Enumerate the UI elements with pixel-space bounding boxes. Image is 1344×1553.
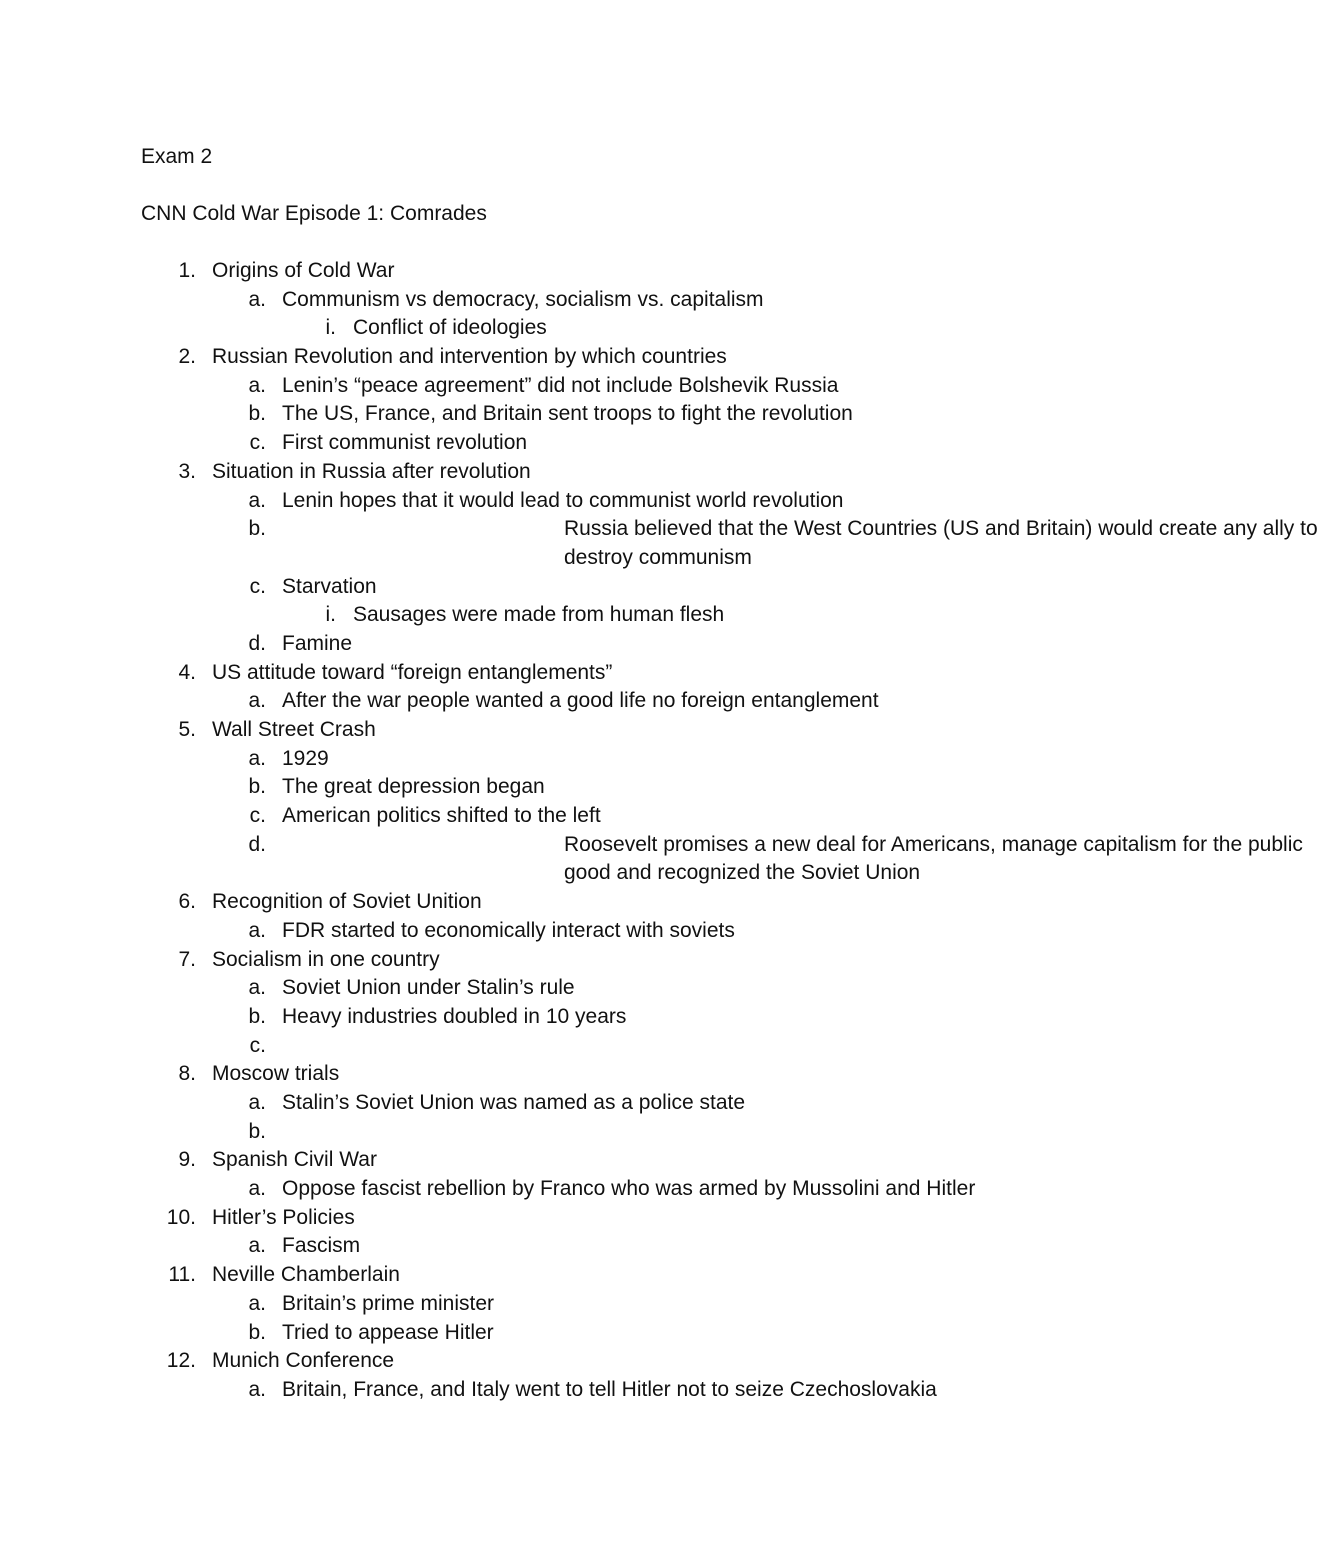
outline-item-level-2 bbox=[0, 630, 1200, 659]
outline-marker: 3. bbox=[178, 459, 196, 483]
outline-marker: b. bbox=[248, 1320, 266, 1344]
outline-text: Communism vs democracy, socialism vs. capitalism bbox=[282, 287, 764, 311]
outline-marker: a. bbox=[248, 746, 266, 770]
outline-item-level-2 bbox=[0, 1032, 1200, 1061]
outline-text: Moscow trials bbox=[212, 1062, 340, 1086]
outline-item-level-2 bbox=[0, 1232, 1200, 1261]
outline-item-level-2 bbox=[0, 1290, 1200, 1319]
outline-item-level-2 bbox=[0, 773, 1200, 802]
outline-marker: 5. bbox=[178, 718, 196, 742]
outline-marker: d. bbox=[248, 832, 266, 856]
outline-marker: a. bbox=[248, 373, 266, 397]
outline-item-level-2 bbox=[0, 745, 1200, 774]
outline-marker: a. bbox=[248, 689, 266, 713]
outline-text: Britain, France, and Italy went to tell Hitler not to seize Czechoslovakia bbox=[282, 1377, 937, 1401]
outline-item-level-1 bbox=[0, 257, 1200, 286]
outline-item-level-1 bbox=[0, 1060, 1200, 1089]
outline-text: Fascism bbox=[282, 1234, 361, 1258]
outline-marker: i. bbox=[325, 316, 336, 340]
outline-marker: c. bbox=[249, 574, 266, 598]
document-title: Exam 2 bbox=[141, 145, 213, 168]
outline-text: Origins of Cold War bbox=[212, 259, 395, 282]
outline-item-level-2 bbox=[0, 687, 1200, 716]
outline-text: First communist revolution bbox=[282, 431, 528, 455]
outline-text: Russia believed that the West Countries (US and Britain) would create any ally to destroy communism bbox=[564, 517, 1318, 569]
outline-text: Roosevelt promises a new deal for Americans, manage capitalism for the public good and recognized the Soviet Union bbox=[564, 832, 1303, 885]
outline-marker: 12. bbox=[166, 1349, 196, 1373]
document-subtitle: CNN Cold War Episode 1: Comrades bbox=[141, 202, 487, 225]
outline-marker: a. bbox=[248, 1177, 266, 1201]
outline-marker: a. bbox=[248, 488, 266, 512]
outline-marker: a. bbox=[248, 1091, 266, 1114]
outline-marker: i. bbox=[325, 603, 336, 627]
outline-item-level-3 bbox=[0, 314, 1200, 343]
outline-item-level-2 bbox=[0, 831, 1303, 888]
outline-marker: 10. bbox=[166, 1205, 196, 1229]
outline-marker: a. bbox=[248, 1234, 266, 1258]
outline-item-level-2 bbox=[0, 573, 1200, 602]
outline-text: Famine bbox=[282, 631, 353, 655]
outline-text: Starvation bbox=[282, 574, 377, 598]
outline-item-level-2 bbox=[0, 400, 1200, 429]
outline-marker: a. bbox=[248, 1377, 266, 1401]
outline-item-level-1 bbox=[0, 458, 1200, 487]
outline-marker: 6. bbox=[178, 890, 196, 914]
outline-text: Heavy industries doubled in 10 years bbox=[282, 1004, 627, 1028]
outline-item-level-2 bbox=[0, 487, 1200, 516]
outline-list bbox=[0, 257, 1318, 1405]
outline-marker: b. bbox=[248, 1119, 266, 1143]
outline-item-level-2 bbox=[0, 429, 1200, 458]
outline-text: Situation in Russia after revolution bbox=[212, 459, 531, 483]
outline-item-level-1 bbox=[0, 1261, 1200, 1290]
outline-marker: 11. bbox=[168, 1263, 196, 1287]
outline-text: After the war people wanted a good life no foreign entanglement bbox=[282, 689, 879, 713]
outline-item-level-3 bbox=[0, 601, 1200, 630]
outline-text: Soviet Union under Stalin’s rule bbox=[282, 976, 575, 1000]
outline-marker: 2. bbox=[178, 345, 196, 369]
outline-marker: c. bbox=[249, 431, 266, 455]
outline-item-level-2 bbox=[0, 1003, 1200, 1032]
outline-text: FDR started to economically interact with soviets bbox=[282, 918, 735, 942]
outline-marker: a. bbox=[248, 918, 266, 942]
outline-marker: 8. bbox=[178, 1062, 196, 1086]
outline-text: Britain’s prime minister bbox=[282, 1291, 494, 1315]
outline-text: American politics shifted to the left bbox=[282, 804, 601, 828]
outline-text: Recognition of Soviet Unition bbox=[212, 890, 482, 914]
outline-text: Tried to appease Hitler bbox=[282, 1320, 494, 1344]
outline-marker: b. bbox=[248, 775, 266, 799]
outline-item-level-2 bbox=[0, 1089, 1200, 1118]
outline-text: Stalin’s Soviet Union was named as a police state bbox=[282, 1091, 746, 1114]
outline-text: Lenin’s “peace agreement” did not include Bolshevik Russia bbox=[282, 373, 839, 397]
outline-text: Russian Revolution and intervention by which countries bbox=[212, 345, 727, 369]
outline-text: 1929 bbox=[282, 746, 329, 770]
outline-marker: 1. bbox=[178, 259, 196, 282]
outline-item-level-2 bbox=[0, 917, 1200, 946]
outline-item-level-1 bbox=[0, 1204, 1200, 1233]
outline-marker: a. bbox=[248, 1291, 266, 1315]
outline-item-level-2 bbox=[0, 802, 1200, 831]
outline-item-level-2 bbox=[0, 372, 1200, 401]
outline-item-level-1 bbox=[0, 1146, 1200, 1175]
outline-item-level-2 bbox=[0, 515, 1318, 572]
outline-text: Lenin hopes that it would lead to communist world revolution bbox=[282, 488, 844, 512]
outline-item-level-2 bbox=[0, 974, 1200, 1003]
outline-marker: d. bbox=[248, 631, 266, 655]
outline-item-level-1 bbox=[0, 343, 1200, 372]
outline-text: Conflict of ideologies bbox=[353, 316, 547, 340]
outline-text: US attitude toward “foreign entanglements” bbox=[212, 660, 613, 684]
outline-marker: b. bbox=[248, 1004, 266, 1028]
outline-marker: c. bbox=[249, 1033, 266, 1057]
outline-item-level-2 bbox=[0, 1175, 1200, 1204]
outline-item-level-1 bbox=[0, 716, 1200, 745]
outline-marker: a. bbox=[248, 287, 266, 311]
outline-marker: 7. bbox=[178, 947, 196, 971]
outline-text: Neville Chamberlain bbox=[212, 1263, 400, 1287]
outline-item-level-1 bbox=[0, 888, 1200, 917]
outline-marker: 9. bbox=[178, 1148, 196, 1172]
outline-item-level-2 bbox=[0, 286, 1200, 315]
outline-text: Socialism in one country bbox=[212, 947, 440, 971]
outline-text: Hitler’s Policies bbox=[212, 1205, 355, 1229]
outline-marker: a. bbox=[248, 976, 266, 1000]
outline-item-level-2 bbox=[0, 1376, 1200, 1405]
outline-marker: b. bbox=[248, 517, 266, 541]
outline-text: Spanish Civil War bbox=[212, 1148, 377, 1172]
outline-text: The great depression began bbox=[282, 775, 545, 799]
outline-text: The US, France, and Britain sent troops to fight the revolution bbox=[282, 402, 853, 426]
outline-item-level-1 bbox=[0, 1347, 1200, 1376]
outline-item-level-1 bbox=[0, 946, 1200, 975]
outline-item-level-2 bbox=[0, 1118, 1200, 1147]
outline-marker: c. bbox=[249, 804, 266, 828]
outline-text: Oppose fascist rebellion by Franco who was armed by Mussolini and Hitler bbox=[282, 1177, 976, 1201]
outline-text: Wall Street Crash bbox=[212, 718, 376, 742]
outline-item-level-2 bbox=[0, 1319, 1200, 1348]
outline-text: Sausages were made from human flesh bbox=[353, 603, 725, 627]
outline-marker: b. bbox=[248, 402, 266, 426]
outline-text: Munich Conference bbox=[212, 1349, 395, 1373]
outline-marker: 4. bbox=[178, 660, 196, 684]
outline-item-level-1 bbox=[0, 659, 1200, 688]
